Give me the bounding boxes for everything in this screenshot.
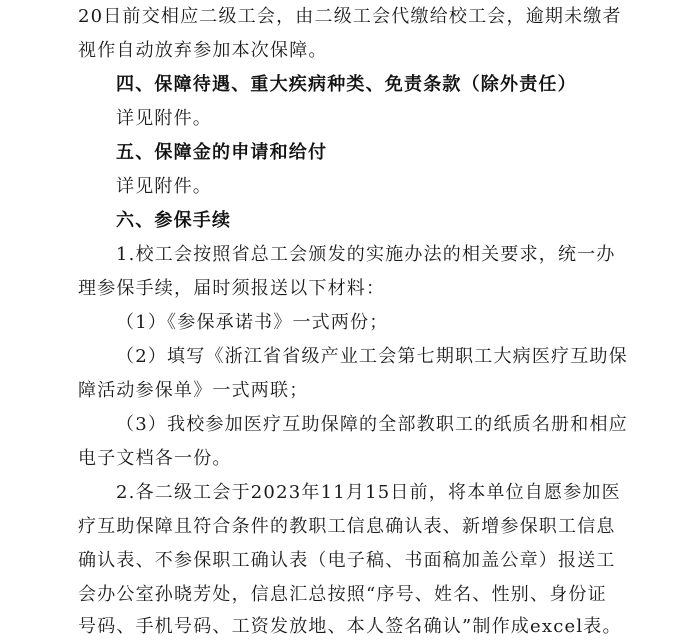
paragraph-line: 2.各二级工会于2023年11月15日前，将本单位自愿参加医 bbox=[116, 482, 621, 503]
section-heading-5: 五、保障金的申请和给付 bbox=[116, 142, 328, 163]
section-heading-4: 四、保障待遇、重大疾病种类、免责条款（除外责任） bbox=[116, 74, 577, 95]
paragraph-line: 1.校工会按照省总工会颁发的实施办法的相关要求，统一办 bbox=[116, 244, 616, 265]
list-item-line: （2）填写《浙江省省级产业工会第七期职工大病医疗互助保 bbox=[116, 346, 628, 367]
paragraph-line: 确认表、不参保职工确认表（电子稿、书面稿加盖公章）报送工 bbox=[78, 550, 616, 571]
paragraph-line: 详见附件。 bbox=[116, 108, 212, 129]
list-item-line: 障活动参保单》一式两联； bbox=[78, 380, 309, 401]
paragraph-line: 会办公室孙晓芳处，信息汇总按照“序号、姓名、性别、身份证 bbox=[78, 584, 607, 605]
paragraph-line: 理参保手续，届时须报送以下材料： bbox=[78, 278, 386, 299]
paragraph-line: 20日前交相应二级工会，由二级工会代缴给校工会，逾期未缴者 bbox=[78, 6, 622, 27]
section-heading-6: 六、参保手续 bbox=[116, 210, 232, 231]
paragraph-line: 号码、手机号码、工资发放地、本人签名确认”制作成excel表。 bbox=[78, 616, 622, 637]
list-item-line: （1）《参保承诺书》一式两份； bbox=[116, 312, 389, 333]
paragraph-line: 疗互助保障且符合条件的教职工信息确认表、新增参保职工信息 bbox=[78, 516, 616, 537]
paragraph-line: 视作自动放弃参加本次保障。 bbox=[78, 40, 328, 61]
list-item-line: 电子文档各一份。 bbox=[78, 448, 232, 469]
list-item-line: （3）我校参加医疗互助保障的全部教职工的纸质名册和相应 bbox=[116, 414, 628, 435]
paragraph-line: 详见附件。 bbox=[116, 176, 212, 197]
